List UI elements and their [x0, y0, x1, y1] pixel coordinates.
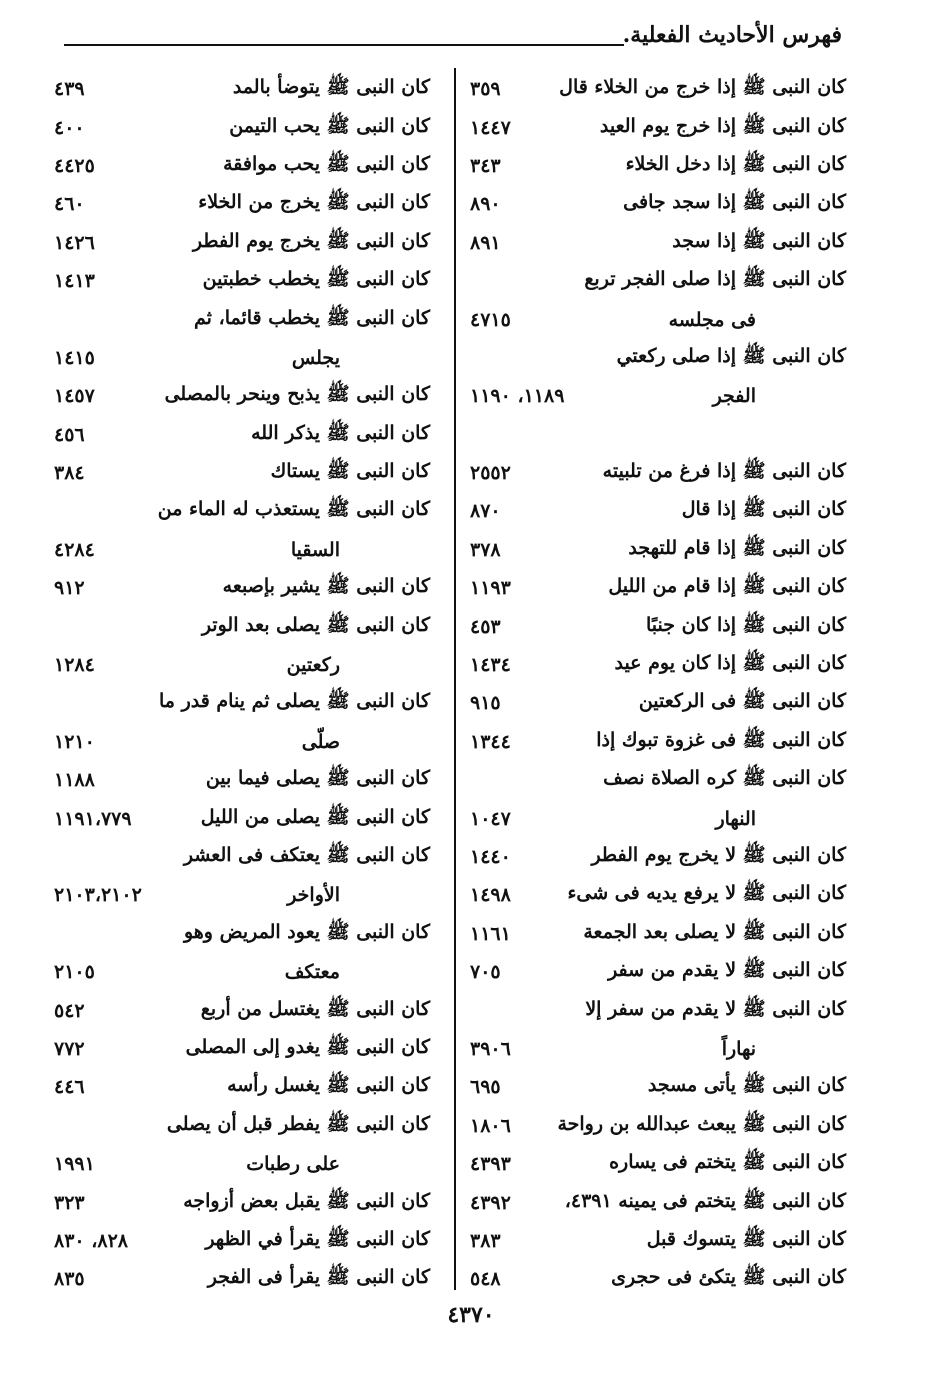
index-entry [466, 1145, 846, 1183]
entry-title: كان النبى ﷺ يغسل رأسه [227, 1074, 430, 1097]
index-entry [466, 876, 846, 914]
entry-title: يجلس [291, 346, 340, 369]
entry-title: السقيا [290, 538, 340, 561]
entry-number: ٣٤٣ [470, 154, 501, 177]
index-entry [50, 377, 430, 415]
entry-title: معتكف [284, 961, 340, 984]
entry-title: كان النبى ﷺ يتوضأ بالمد [232, 76, 430, 99]
index-entry [50, 224, 430, 262]
entry-number: ٣٧٨ [470, 538, 501, 561]
index-entry [50, 761, 430, 799]
index-entry [50, 70, 430, 108]
entry-number: ٤٣٩٣ [470, 1153, 511, 1176]
entry-number: ١٢١٠ [54, 730, 95, 753]
entry-number: ١٤٤٠ [470, 846, 511, 868]
entry-title: كان النبى ﷺ يتختم فى يمينه ٤٣٩١، [564, 1189, 846, 1212]
index-entry [466, 991, 846, 1029]
entry-number: ١١٩٣ [470, 577, 511, 600]
entry-title: كان النبى ﷺ يفطر قبل أن يصلى [166, 1112, 430, 1135]
entry-number: ١٤٥٧ [54, 385, 95, 408]
entry-number: ٤٤٢٥ [54, 154, 95, 177]
entry-number: ٤٥٦ [54, 423, 85, 446]
index-entry [466, 1068, 846, 1106]
index-entry [50, 723, 430, 761]
entry-number: ٨٢٨، ٨٣٠ [54, 1229, 128, 1252]
entry-number: ١٠٤٧ [470, 807, 511, 830]
index-entry [50, 799, 430, 837]
entry-title: كان النبى ﷺ يعود المريض وهو [183, 920, 430, 943]
right-column [466, 70, 846, 1299]
index-entry [50, 1183, 430, 1221]
entry-number: ٤٢٨٤ [54, 538, 95, 561]
entry-title: كان النبى ﷺ يستعذب له الماء من [157, 498, 430, 521]
index-entry [50, 147, 430, 185]
entry-number: ١١٦١ [470, 922, 511, 945]
entry-title: النهار [715, 807, 756, 830]
index-entry [466, 339, 846, 377]
entry-title: كان النبى ﷺ إذا سجد [672, 229, 846, 252]
entry-number: ٤٧١٥ [470, 308, 511, 331]
index-entry [466, 224, 846, 262]
header-rule [64, 44, 624, 46]
index-entry [466, 262, 846, 300]
index-entry [466, 799, 846, 837]
index-entry [50, 569, 430, 607]
entry-number: ١٤١٣ [54, 270, 95, 293]
index-entry [50, 492, 430, 530]
index-entry [50, 416, 430, 454]
entry-title: كان النبى ﷺ يتسوك قبل [646, 1227, 846, 1250]
index-entry [50, 838, 430, 876]
entry-number: ٨٩١ [470, 231, 501, 254]
page-header-title: فهرس الأحاديث الفعلية. [622, 22, 842, 48]
entry-number: ٣٩٠٦ [470, 1037, 511, 1060]
entry-number: ١٤١٥ [54, 346, 95, 369]
index-entry [50, 454, 430, 492]
left-column [50, 70, 430, 1299]
index-entry [50, 1145, 430, 1183]
index-entry [50, 262, 430, 300]
index-entry [466, 1260, 846, 1298]
index-entry [466, 531, 846, 569]
entry-title: كان النبى ﷺ يذكر الله [251, 421, 430, 444]
entry-number: ١٤٣٤ [470, 654, 511, 677]
entry-number: ٢٥٥٢ [470, 462, 511, 485]
index-entry [466, 416, 846, 454]
entry-number: ٤٥٣ [470, 615, 501, 638]
entry-title: كان النبى ﷺ يقرأ في الظهر [205, 1227, 430, 1250]
index-entry [50, 1222, 430, 1260]
entry-title: كان النبى ﷺ يخرج يوم الفطر [192, 229, 430, 252]
entry-title: كان النبى ﷺ يغتسل من أربع [200, 997, 430, 1020]
column-divider [454, 68, 456, 1290]
index-entry [466, 492, 846, 530]
index-entry [50, 684, 430, 722]
index-entry [466, 684, 846, 722]
entry-title: كان النبى ﷺ يتكئ فى حجرى [611, 1266, 846, 1289]
entry-title: كان النبى ﷺ إذا قال [681, 498, 846, 521]
entry-title: كان النبى ﷺ لا يقدم من سفر إلا [585, 997, 846, 1020]
entry-title: كان النبى ﷺ يخطب خطبتين [202, 268, 430, 291]
index-entry [466, 70, 846, 108]
entry-title: على رطبات [246, 1153, 340, 1176]
index-entry [466, 147, 846, 185]
index-entry [466, 1030, 846, 1068]
index-entry [466, 607, 846, 645]
entry-number: ١٣٤٤ [470, 730, 511, 753]
index-entry [466, 108, 846, 146]
entry-title: كان النبى ﷺ إذا خرج يوم العيد [599, 114, 846, 137]
entry-number: ١٨٠٦ [470, 1114, 511, 1137]
entry-title: كان النبى ﷺ يغدو إلى المصلى [185, 1035, 430, 1058]
entry-number: ٦٩٥ [470, 1076, 501, 1099]
entry-title: كان النبى ﷺ لا يقدم من سفر [608, 959, 846, 982]
entry-number: ٧٠٥ [470, 961, 501, 984]
entry-title: كان النبى ﷺ فى غزوة تبوك إذا [596, 728, 846, 751]
entry-number: ٣٨٣ [470, 1229, 501, 1252]
entry-title: كان النبى ﷺ يخرج من الخلاء [198, 191, 430, 214]
entry-title: كان النبى ﷺ إذا فرغ من تلبيته [602, 460, 846, 483]
entry-title: فى مجلسه [668, 308, 756, 331]
entry-number: ٤٣٩٢ [470, 1191, 511, 1214]
index-entry [50, 1030, 430, 1068]
entry-title: كان النبى ﷺ إذا كان يوم عيد [614, 652, 846, 675]
index-entry [466, 569, 846, 607]
entry-title: كان النبى ﷺ كره الصلاة نصف [603, 767, 846, 790]
index-entry [466, 1107, 846, 1145]
entry-title: كان النبى ﷺ إذا دخل الخلاء [625, 152, 846, 175]
index-entry [466, 646, 846, 684]
entry-title: كان النبى ﷺ إذا صلى ركعتي [616, 344, 846, 367]
entry-number: ٩١٥ [470, 692, 501, 715]
entry-title: كان النبى ﷺ لا يخرج يوم الفطر [591, 844, 846, 866]
entry-number: ٣٢٣ [54, 1191, 85, 1214]
entry-title: كان النبى ﷺ فى الركعتين [638, 690, 846, 713]
entry-title: كان النبى ﷺ إذا سجد جافى [623, 191, 846, 214]
index-entry [50, 915, 430, 953]
entry-title: كان النبى ﷺ يصلى ثم ينام قدر ما [158, 690, 430, 713]
entry-title: كان النبى ﷺ يصلى من الليل [200, 805, 430, 828]
index-entry [50, 953, 430, 991]
entry-title: كان النبى ﷺ يصلى بعد الوتر [201, 613, 430, 636]
entry-number: ٩١٢ [54, 577, 85, 600]
entry-number: ١١٩١،٧٧٩ [54, 807, 132, 830]
entry-title: كان النبى ﷺ إذا كان جنبًا [646, 613, 846, 636]
entry-title: كان النبى ﷺ لا يصلى بعد الجمعة [583, 920, 846, 943]
index-entry [50, 1260, 430, 1298]
entry-number: ١٤٢٦ [54, 231, 95, 254]
index-entry [466, 377, 846, 415]
entry-number: ٤٤٦ [54, 1076, 85, 1099]
entry-title: ركعتين [286, 654, 340, 677]
entry-title: كان النبى ﷺ يعتكف فى العشر [183, 844, 430, 866]
entry-number: ١١٨٩، ١١٩٠ [470, 385, 565, 408]
entry-title: كان النبى ﷺ يخطب قائما، ثم [194, 306, 430, 329]
index-entry [50, 646, 430, 684]
entry-number: ١٤٤٧ [470, 116, 511, 139]
entry-number: ٥٤٢ [54, 999, 85, 1022]
entry-title: كان النبى ﷺ إذا صلى الفجر تربع [584, 268, 846, 291]
entry-title: كان النبى ﷺ يشير بإصبعه [222, 575, 430, 598]
index-entry [50, 607, 430, 645]
index-entry [466, 723, 846, 761]
index-entry [466, 300, 846, 338]
entry-number: ١١٨٨ [54, 769, 95, 792]
entry-title: كان النبى ﷺ إذا خرج من الخلاء قال [559, 76, 846, 99]
entry-title: كان النبى ﷺ يستاك [270, 460, 430, 483]
entry-number: ٥٤٨ [470, 1268, 501, 1291]
index-entry [466, 1183, 846, 1221]
index-entry [466, 761, 846, 799]
index-entry [466, 953, 846, 991]
entry-title: كان النبى ﷺ يحب التيمن [229, 114, 430, 137]
entry-title: كان النبى ﷺ يبعث عبدالله بن رواحة [557, 1112, 846, 1135]
entry-title: كان النبى ﷺ لا يرفع يديه فى شىء [567, 882, 846, 905]
index-entry [466, 915, 846, 953]
entry-number: ٨٧٠ [470, 500, 501, 523]
entry-number: ٧٧٢ [54, 1037, 85, 1060]
entry-title: كان النبى ﷺ يصلى فيما بين [205, 767, 430, 790]
entry-number: ٣٥٩ [470, 78, 501, 101]
index-entry [50, 1068, 430, 1106]
entry-title: كان النبى ﷺ يقرأ فى الفجر [207, 1266, 430, 1289]
entry-number: ١٤٩٨ [470, 884, 511, 907]
entry-number: ٨٣٥ [54, 1268, 85, 1291]
index-entry [50, 300, 430, 338]
entry-title: كان النبى ﷺ يحب موافقة [223, 152, 430, 175]
entry-number: ٤٠٠ [54, 116, 85, 139]
entry-title: كان النبى ﷺ يأتى مسجد [647, 1074, 846, 1097]
entry-number: ٤٦٠ [54, 193, 85, 216]
entry-title: كان النبى ﷺ إذا قام للتهجد [628, 536, 846, 559]
index-entry [50, 991, 430, 1029]
index-entry [50, 339, 430, 377]
index-entry [50, 185, 430, 223]
entry-number: ٢١٠٣،٢١٠٢ [54, 884, 142, 907]
index-entry [466, 454, 846, 492]
entry-title: نهاراً [721, 1037, 756, 1060]
entry-title: الفجر [712, 385, 756, 408]
index-entry [50, 108, 430, 146]
entry-title: صلّى [301, 730, 340, 753]
page-number: ٤٣٧٠ [447, 1302, 495, 1328]
entry-title: كان النبى ﷺ إذا قام من الليل [608, 575, 846, 598]
entry-number: ٣٨٤ [54, 462, 85, 485]
entry-number: ٢١٠٥ [54, 961, 95, 984]
entry-title: كان النبى ﷺ يذبح وينحر بالمصلى [164, 383, 430, 406]
index-entry [466, 1222, 846, 1260]
entry-number: ٨٩٠ [470, 193, 501, 216]
entry-number: ١٢٨٤ [54, 654, 95, 677]
index-entry [50, 876, 430, 914]
index-entry [466, 838, 846, 876]
entry-title: كان النبى ﷺ يقبل بعض أزواجه [183, 1189, 430, 1212]
entry-number: ٤٣٩ [54, 78, 85, 101]
index-entry [466, 185, 846, 223]
entry-title: كان النبى ﷺ يتختم فى يساره [609, 1151, 846, 1174]
entry-number: ١٩٩١ [54, 1153, 95, 1176]
index-entry [50, 1107, 430, 1145]
index-entry [50, 531, 430, 569]
entry-title: الأواخر [287, 884, 340, 907]
